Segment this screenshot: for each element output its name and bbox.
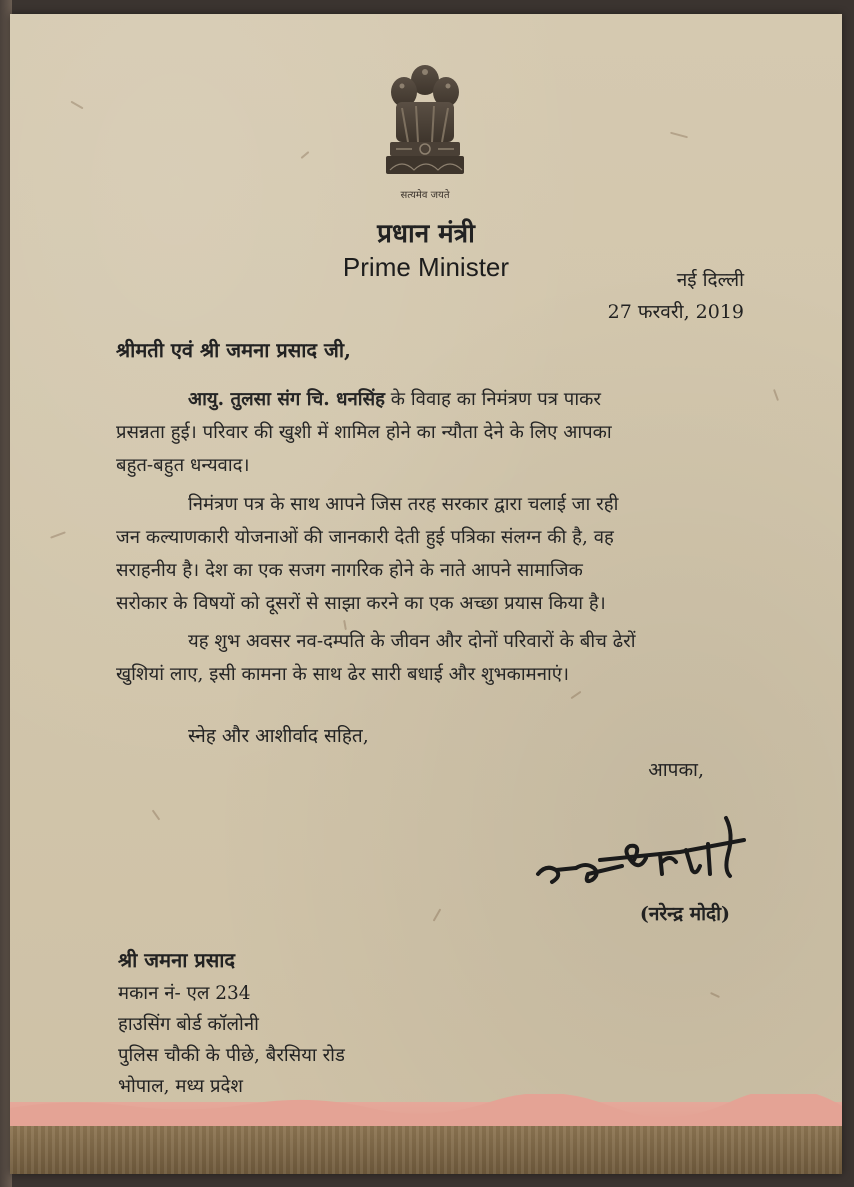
paper-fiber [433, 908, 442, 921]
paper-fiber [670, 132, 688, 139]
letter-place: नई दिल्ली [676, 269, 744, 291]
recipient-name: श्री जमना प्रसाद [118, 948, 236, 972]
body-line [188, 386, 601, 411]
paper-fiber [773, 389, 779, 401]
title-hindi: प्रधान मंत्री [377, 219, 475, 249]
body-line: निमंत्रण पत्र के साथ आपने जिस तरह सरकार द्वारा चलाई जा रही [188, 494, 619, 515]
address-line: पुलिस चौकी के पीछे, बैरसिया रोड [118, 1045, 345, 1066]
couple-names: आयु. तुलसा संग चि. धनसिंह [188, 389, 385, 410]
letter-date: 27 फरवरी, 2019 [607, 301, 744, 323]
address-line: मकान नं- एल 234 [118, 983, 251, 1004]
national-emblem-icon [382, 58, 468, 210]
salutation: श्रीमती एवं श्री जमना प्रसाद जी, [116, 338, 351, 362]
letter-sheet [10, 14, 842, 1174]
closing-line: स्नेह और आशीर्वाद सहित, [188, 725, 369, 747]
body-line: सरोकार के विषयों को दूसरों से साझा करने का एक अच्छा प्रयास किया है। [116, 593, 606, 614]
signature-image [530, 804, 750, 904]
paper-fiber [50, 531, 66, 538]
body-line: प्रसन्नता हुई। परिवार की खुशी में शामिल होने का न्यौता देने के लिए आपका [116, 422, 612, 443]
title-english: Prime Minister [342, 252, 510, 282]
body-line: बहुत-बहुत धन्यवाद। [116, 455, 250, 476]
paper-fiber [301, 151, 310, 159]
body-line: सराहनीय है। देश का एक सजग नागरिक होने के नाते आपने सामाजिक [116, 560, 583, 581]
paper-fiber [571, 691, 582, 700]
emblem-motto: सत्यमेव जयते [400, 190, 450, 201]
signatory-name: (नरेन्द्र मोदी) [639, 903, 730, 925]
body-line-text: के विवाह का निमंत्रण पत्र पाकर [384, 389, 601, 410]
paper-fiber [710, 992, 720, 998]
body-line: यह शुभ अवसर नव-दम्पति के जीवन और दोनों परिवारों के बीच ढेरों [188, 631, 636, 652]
address-line: भोपाल, मध्य प्रदेश [118, 1076, 243, 1097]
paper-fiber [70, 101, 83, 110]
yours-line: आपका, [648, 759, 704, 781]
address-line: हाउसिंग बोर्ड कॉलोनी [118, 1014, 259, 1035]
paper-fiber [152, 810, 161, 821]
decorative-gold-band [10, 1126, 842, 1174]
body-line: जन कल्याणकारी योजनाओं की जानकारी देती हुई पत्रिका संलग्न की है, वह [116, 527, 614, 548]
body-line: खुशियां लाए, इसी कामना के साथ ढेर सारी बधाई और शुभकामनाएं। [116, 664, 570, 685]
